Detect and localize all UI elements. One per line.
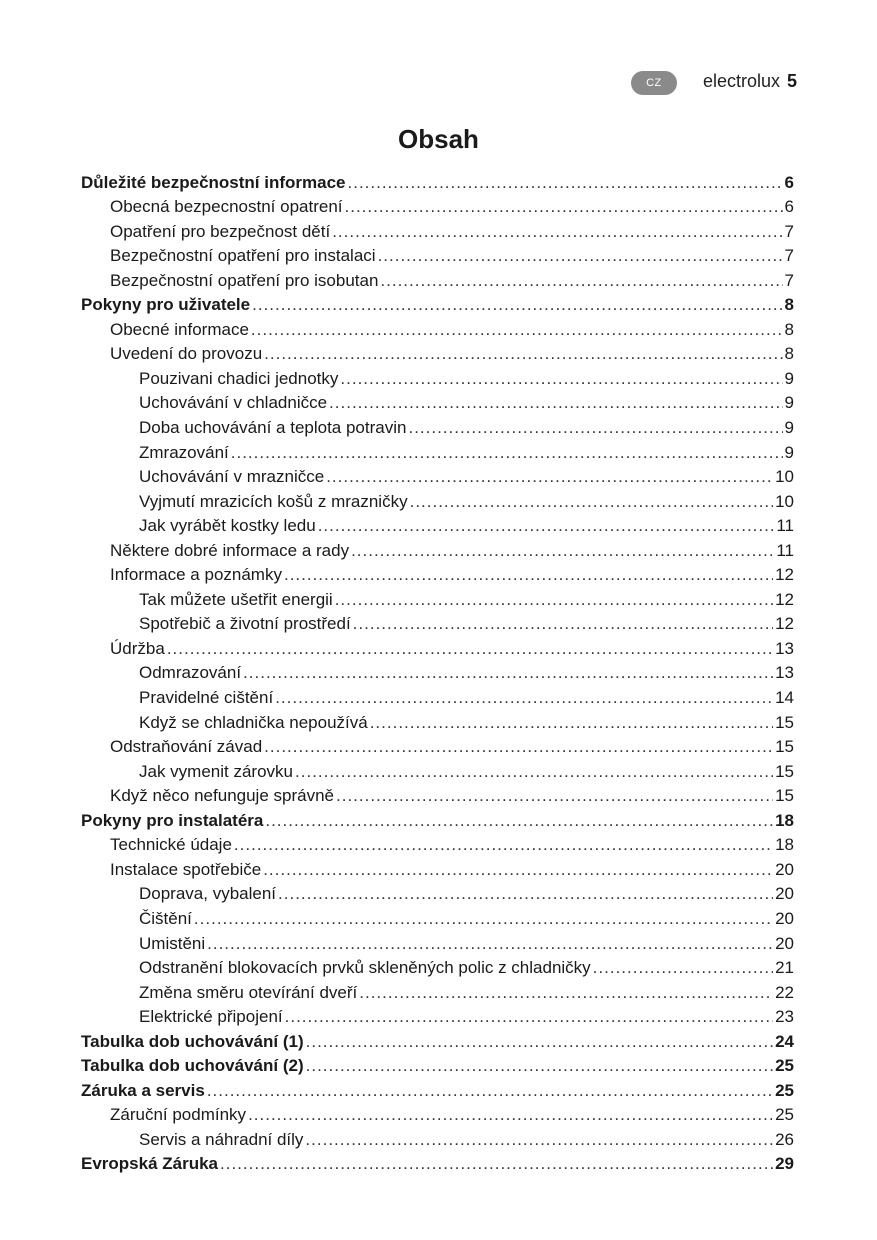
toc-dot-leader — [263, 860, 773, 880]
toc-entry[interactable] — [81, 266, 794, 291]
toc-entry[interactable] — [81, 1125, 794, 1150]
toc-dot-leader — [278, 884, 773, 904]
toc-entry-page: 11 — [776, 516, 794, 536]
toc-entry-page: 10 — [775, 467, 794, 487]
toc-entry-page: 29 — [775, 1154, 794, 1174]
toc-dot-leader — [378, 246, 783, 266]
toc-dot-leader — [306, 1032, 773, 1052]
toc-entry[interactable] — [81, 634, 794, 659]
brand-name: electrolux — [702, 71, 780, 91]
toc-dot-leader — [380, 271, 782, 291]
toc-entry-page: 12 — [775, 589, 794, 609]
toc-entry-label: Pouzivani chadici jednotky — [139, 368, 339, 388]
toc-entry-label: Pokyny pro instalatéra — [81, 810, 264, 830]
toc-dot-leader — [359, 983, 773, 1003]
toc-entry-page: 18 — [775, 810, 794, 830]
toc-entry[interactable] — [81, 1101, 794, 1126]
toc-entry[interactable] — [81, 512, 794, 537]
toc-entry-page: 23 — [775, 1007, 794, 1027]
toc-entry-page: 7 — [784, 246, 794, 266]
toc-entry[interactable] — [81, 1027, 794, 1052]
toc-entry-page: 24 — [775, 1031, 794, 1051]
toc-entry-label: Doba uchovávání a teplota potravin — [139, 418, 407, 438]
toc-entry-label: Pravidelné cištění — [139, 688, 274, 708]
toc-entry[interactable] — [81, 487, 794, 512]
toc-entry-label: Opatření pro bezpečnost dětí — [110, 221, 331, 241]
toc-dot-leader — [285, 1007, 773, 1027]
toc-entry-label: Když se chladnička nepoužívá — [139, 712, 368, 732]
toc-entry[interactable] — [81, 1052, 794, 1077]
toc-entry[interactable] — [81, 193, 794, 218]
toc-entry-page: 15 — [775, 737, 794, 757]
toc-entry[interactable] — [81, 364, 794, 389]
toc-entry[interactable] — [81, 1076, 794, 1101]
toc-entry-page: 15 — [775, 761, 794, 781]
toc-entry-page: 20 — [775, 908, 794, 928]
toc-entry-label: Čištění — [139, 908, 192, 928]
toc-entry[interactable] — [81, 561, 794, 586]
toc-entry[interactable] — [81, 733, 794, 758]
toc-entry-page: 7 — [784, 270, 794, 290]
toc-entry-page: 14 — [775, 688, 794, 708]
toc-entry-page: 20 — [775, 933, 794, 953]
toc-entry-label: Bezpečnostní opatření pro isobutan — [110, 270, 379, 290]
toc-entry-label: Bezpečnostní opatření pro instalaci — [110, 246, 376, 266]
toc-entry-page: 20 — [775, 859, 794, 879]
toc-entry-label: Důležité bezpečnostní informace — [81, 172, 346, 192]
toc-entry-page: 15 — [775, 786, 794, 806]
toc-dot-leader — [329, 393, 782, 413]
toc-entry-label: Jak vyrábět kostky ledu — [139, 516, 316, 536]
toc-entry-label: Údržba — [110, 638, 165, 658]
toc-entry-page: 12 — [775, 614, 794, 634]
toc-entry[interactable] — [81, 708, 794, 733]
toc-entry-label: Evropská Záruka — [81, 1154, 219, 1174]
toc-entry-label: Technické údaje — [110, 835, 232, 855]
toc-entry[interactable] — [81, 389, 794, 414]
toc-entry-page: 25 — [775, 1080, 794, 1100]
toc-entry[interactable] — [81, 610, 794, 635]
toc-entry-label: Vyjmutí mrazicích košů z mrazničky — [139, 491, 408, 511]
toc-entry[interactable] — [81, 536, 794, 561]
page-title: Obsah — [398, 124, 479, 154]
toc-entry-label: Tak můžete ušetřit energii — [139, 589, 333, 609]
toc-dot-leader — [410, 492, 773, 512]
toc-entry-page: 11 — [776, 540, 794, 560]
toc-entry-label: Doprava, vybalení — [139, 884, 277, 904]
toc-dot-leader — [251, 320, 783, 340]
toc-entry-label: Umistěni — [139, 933, 206, 953]
toc-entry-page: 10 — [775, 491, 794, 511]
toc-entry-page: 20 — [775, 884, 794, 904]
toc-entry-page: 9 — [784, 418, 794, 438]
toc-entry-label: Obecné informace — [110, 319, 249, 339]
toc-entry[interactable] — [81, 1003, 794, 1028]
toc-dot-leader — [275, 688, 773, 708]
toc-entry-page: 25 — [775, 1056, 794, 1076]
toc-dot-leader — [220, 1154, 773, 1174]
toc-entry-page: 8 — [784, 344, 794, 364]
toc-entry[interactable] — [81, 929, 794, 954]
toc-entry-label: Tabulka dob uchovávání (2) — [81, 1056, 304, 1076]
toc-dot-leader — [264, 344, 782, 364]
toc-entry-label: Když něco nefunguje správně — [110, 786, 334, 806]
toc-entry[interactable] — [81, 659, 794, 684]
toc-entry[interactable] — [81, 880, 794, 905]
toc-dot-leader — [593, 958, 773, 978]
toc-entry[interactable] — [81, 463, 794, 488]
toc-dot-leader — [264, 737, 773, 757]
toc-entry-label: Uchovávání v chladničce — [139, 393, 328, 413]
toc-entry[interactable] — [81, 168, 794, 193]
toc-dot-leader — [345, 197, 783, 217]
toc-entry[interactable] — [81, 954, 794, 979]
toc-entry[interactable] — [81, 413, 794, 438]
toc-entry-page: 6 — [784, 197, 794, 217]
toc-dot-leader — [167, 639, 773, 659]
toc-entry[interactable] — [81, 291, 794, 316]
toc-entry[interactable] — [81, 585, 794, 610]
page-header — [631, 68, 797, 95]
page-number: 5 — [786, 71, 797, 91]
language-badge: CZ — [631, 71, 677, 95]
toc-entry[interactable] — [81, 242, 794, 267]
toc-entry-label: Odstranění blokovacích prvků skleněných polic z chladničky — [139, 958, 591, 978]
toc-dot-leader — [284, 565, 773, 585]
toc-entry-label: Elektrické připojení — [139, 1007, 283, 1027]
toc-dot-leader — [295, 762, 773, 782]
toc-entry-label: Odmrazování — [139, 663, 242, 683]
toc-entry-page: 13 — [775, 638, 794, 658]
toc-dot-leader — [243, 663, 773, 683]
toc-entry[interactable] — [81, 855, 794, 880]
toc-entry[interactable] — [81, 782, 794, 807]
toc-entry[interactable] — [81, 978, 794, 1003]
toc-entry-label: Odstraňování závad — [110, 737, 263, 757]
table-of-contents — [81, 168, 794, 1174]
toc-dot-leader — [335, 590, 773, 610]
toc-entry-label: Záruka a servis — [81, 1080, 205, 1100]
toc-entry-page: 12 — [775, 565, 794, 585]
toc-entry[interactable] — [81, 1150, 794, 1175]
toc-dot-leader — [231, 443, 783, 463]
toc-entry[interactable] — [81, 340, 794, 365]
toc-entry[interactable] — [81, 438, 794, 463]
toc-dot-leader — [340, 369, 782, 389]
toc-dot-leader — [305, 1130, 773, 1150]
toc-entry-label: Změna směru otevírání dveří — [139, 982, 358, 1002]
toc-entry-page: 13 — [775, 663, 794, 683]
toc-entry-label: Jak vymenit zárovku — [139, 761, 293, 781]
toc-entry-label: Instalace spotřebiče — [110, 859, 262, 879]
toc-entry-label: Uvedení do provozu — [110, 344, 263, 364]
toc-entry-page: 26 — [775, 1129, 794, 1149]
toc-entry[interactable] — [81, 315, 794, 340]
toc-entry[interactable] — [81, 757, 794, 782]
toc-dot-leader — [207, 1081, 773, 1101]
toc-entry-page: 25 — [775, 1105, 794, 1125]
toc-entry[interactable] — [81, 217, 794, 242]
toc-entry-label: Servis a náhradní díly — [139, 1129, 304, 1149]
toc-dot-leader — [318, 516, 775, 536]
toc-entry-page: 8 — [784, 319, 794, 339]
toc-entry-page: 9 — [784, 393, 794, 413]
toc-dot-leader — [353, 614, 773, 634]
toc-entry-page: 18 — [775, 835, 794, 855]
toc-entry-page: 6 — [784, 172, 794, 192]
toc-entry-label: Obecná bezpecnostní opatrení — [110, 197, 343, 217]
toc-dot-leader — [194, 909, 773, 929]
toc-entry[interactable] — [81, 831, 794, 856]
toc-entry-label: Spotřebič a životní prostředí — [139, 614, 351, 634]
toc-dot-leader — [408, 418, 782, 438]
toc-entry-label: Záruční podmínky — [110, 1105, 247, 1125]
toc-entry-label: Uchovávání v mrazničce — [139, 467, 325, 487]
toc-entry-label: Zmrazování — [139, 442, 229, 462]
toc-dot-leader — [348, 173, 783, 193]
toc-entry[interactable] — [81, 683, 794, 708]
toc-dot-leader — [370, 713, 773, 733]
toc-entry-label: Některe dobré informace a rady — [110, 540, 350, 560]
toc-dot-leader — [248, 1105, 773, 1125]
toc-dot-leader — [265, 811, 773, 831]
toc-entry-page: 15 — [775, 712, 794, 732]
toc-entry-label: Tabulka dob uchovávání (1) — [81, 1031, 304, 1051]
toc-entry-page: 7 — [784, 221, 794, 241]
toc-entry-label: Informace a poznámky — [110, 565, 282, 585]
toc-dot-leader — [252, 295, 782, 315]
toc-dot-leader — [326, 467, 773, 487]
toc-dot-leader — [234, 835, 773, 855]
toc-entry-page: 21 — [775, 958, 794, 978]
toc-dot-leader — [351, 541, 774, 561]
toc-entry-page: 9 — [784, 442, 794, 462]
toc-entry[interactable] — [81, 806, 794, 831]
toc-dot-leader — [207, 934, 773, 954]
toc-entry-page: 8 — [784, 295, 794, 315]
toc-dot-leader — [336, 786, 773, 806]
toc-entry-page: 22 — [775, 982, 794, 1002]
toc-entry-label: Pokyny pro uživatele — [81, 295, 251, 315]
toc-dot-leader — [332, 222, 782, 242]
toc-entry[interactable] — [81, 904, 794, 929]
toc-dot-leader — [306, 1056, 773, 1076]
toc-entry-page: 9 — [784, 368, 794, 388]
